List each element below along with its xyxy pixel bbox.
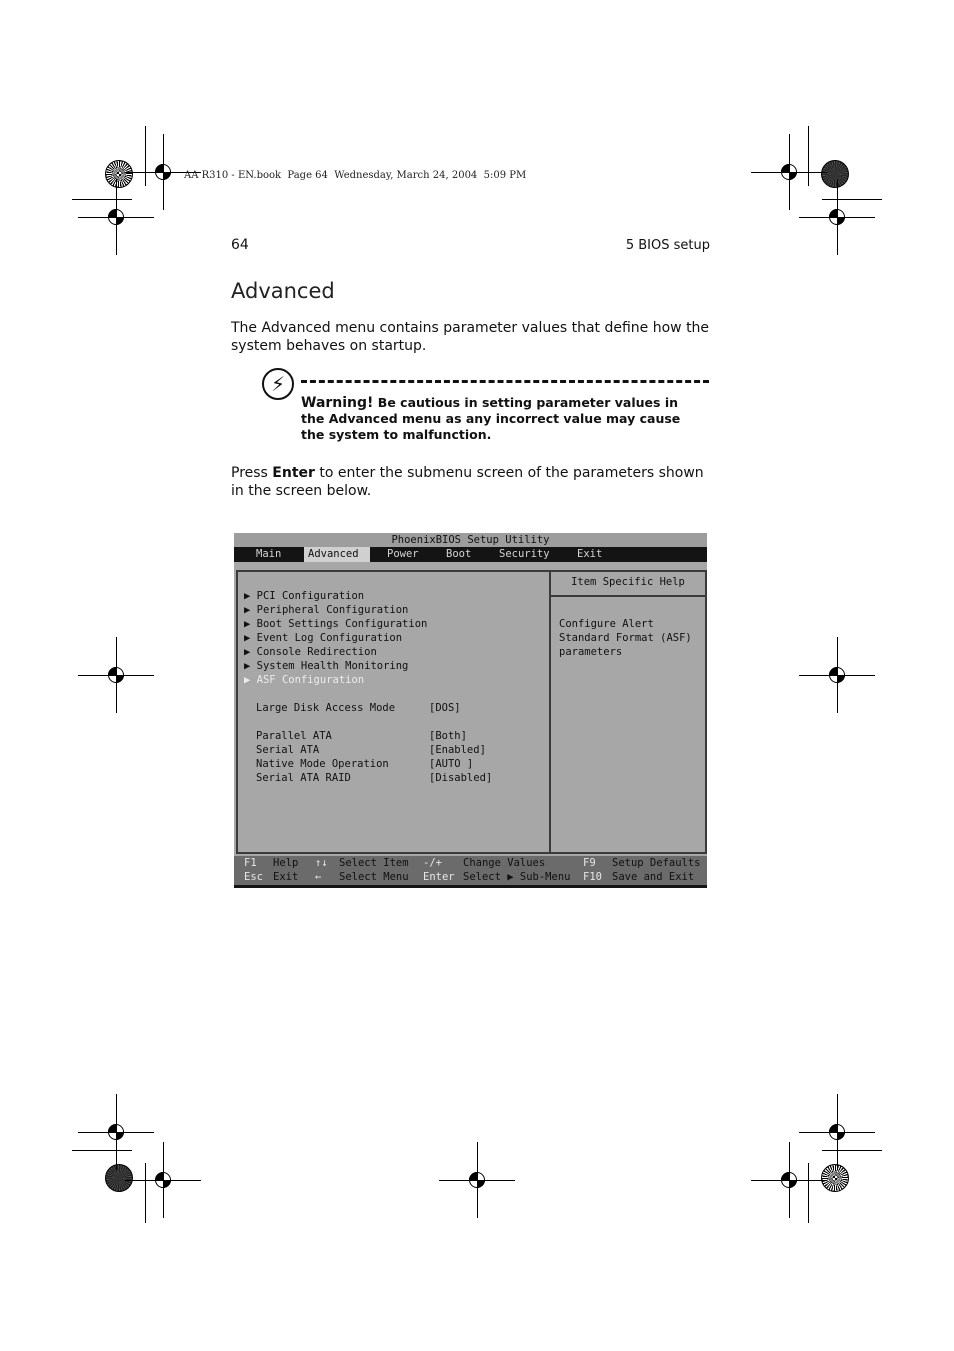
bios-setting-label: Serial ATA RAID [256, 772, 351, 784]
crop-mark [72, 1150, 132, 1151]
bios-menu-advanced[interactable]: Advanced [304, 547, 370, 562]
press-key: Enter [272, 465, 315, 481]
crop-mark [145, 126, 146, 186]
bios-submenu-item[interactable]: ▶ Boot Settings Configuration [244, 618, 428, 630]
footer-key: ← [315, 871, 322, 883]
registration-star-bottom-right [821, 1164, 849, 1192]
footer-key: Esc [244, 871, 263, 883]
bios-help-title: Item Specific Help [571, 576, 685, 588]
bios-menu-exit[interactable]: Exit [577, 548, 603, 560]
bios-submenu-item[interactable]: ▶ Peripheral Configuration [244, 604, 409, 616]
warning-box [301, 395, 701, 443]
crop-mark [72, 199, 132, 200]
footer-key: Enter [423, 871, 455, 883]
print-slug: AA R310 - EN.book Page 64 Wednesday, March 24, 2004 5:09 PM [184, 170, 527, 181]
bios-help-divider [551, 595, 705, 597]
bios-help-line: Standard Format (ASF) [559, 632, 692, 644]
registration-star-top-right [821, 160, 849, 188]
crop-mark [808, 1163, 809, 1223]
footer-key: -/+ [423, 857, 442, 869]
bios-screenshot [234, 533, 707, 888]
bios-setting-value[interactable]: [Enabled] [429, 744, 486, 756]
bios-submenu-item[interactable]: ▶ PCI Configuration [244, 590, 365, 602]
bios-setting-value[interactable]: [Disabled] [429, 772, 493, 784]
bios-setting-label: Parallel ATA [256, 730, 332, 742]
bios-setting-label: Large Disk Access Mode [256, 702, 396, 714]
footer-key: F9 [583, 857, 596, 869]
section-header: 5 BIOS setup [625, 238, 710, 253]
bios-help-line: parameters [559, 646, 623, 658]
footer-desc: Setup Defaults [612, 857, 701, 869]
press-text-before: Press [231, 465, 273, 481]
bios-help-line: Configure Alert [559, 618, 654, 630]
warning-text: Be cautious in setting parameter values in the Advanced menu as any incorrect value may cause the system to malfunction. [301, 395, 681, 442]
footer-desc: Select Menu [339, 871, 409, 883]
footer-desc: Select ▶ Sub-Menu [463, 871, 571, 883]
footer-key: F10 [583, 871, 602, 883]
warning-divider [301, 380, 709, 383]
intro-paragraph: The Advanced menu contains parameter values that define how the system behaves on startup. [231, 320, 710, 354]
bios-submenu-item[interactable]: ▶ System Health Monitoring [244, 660, 409, 672]
bios-menu-boot[interactable]: Boot [446, 548, 472, 560]
bios-setting-value[interactable]: [DOS] [429, 702, 461, 714]
bios-menu-power[interactable]: Power [387, 548, 419, 560]
footer-desc: Exit [273, 871, 299, 883]
crop-mark [145, 1163, 146, 1223]
footer-desc: Help [273, 857, 299, 869]
registration-star-top-left [105, 160, 133, 188]
bios-submenu-item[interactable]: ▶ Event Log Configuration [244, 632, 403, 644]
page-title: Advanced [231, 279, 335, 303]
crop-mark [822, 199, 882, 200]
page-number: 64 [231, 237, 249, 253]
bios-footer [234, 856, 707, 885]
bios-menu-main[interactable]: Main [256, 548, 282, 560]
bios-submenu-item-selected[interactable]: ▶ ASF Configuration [244, 674, 365, 686]
press-text-after: to enter the submenu screen of the parameters shown in the screen below. [231, 465, 704, 499]
bios-panel-divider [549, 570, 551, 854]
footer-key: ↑↓ [315, 857, 328, 869]
bios-menu-bar [234, 547, 707, 562]
warning-label: Warning! [301, 395, 374, 411]
bios-setting-label: Serial ATA [256, 744, 320, 756]
bios-title: PhoenixBIOS Setup Utility [234, 533, 707, 547]
crop-mark [822, 1150, 882, 1151]
bios-setting-label: Native Mode Operation [256, 758, 389, 770]
footer-desc: Save and Exit [612, 871, 695, 883]
crop-mark [808, 126, 809, 186]
registration-star-bottom-left [105, 1164, 133, 1192]
bios-bottom-strip [234, 885, 707, 888]
bios-setting-value[interactable]: [Both] [429, 730, 467, 742]
bios-menu-security[interactable]: Security [499, 548, 550, 560]
bios-setting-value[interactable]: [AUTO ] [429, 758, 474, 770]
warning-icon: ⚡ [262, 368, 294, 400]
footer-desc: Change Values [463, 857, 546, 869]
bios-submenu-item[interactable]: ▶ Console Redirection [244, 646, 377, 658]
footer-key: F1 [244, 857, 257, 869]
footer-desc: Select Item [339, 857, 409, 869]
press-enter-paragraph [231, 464, 711, 500]
